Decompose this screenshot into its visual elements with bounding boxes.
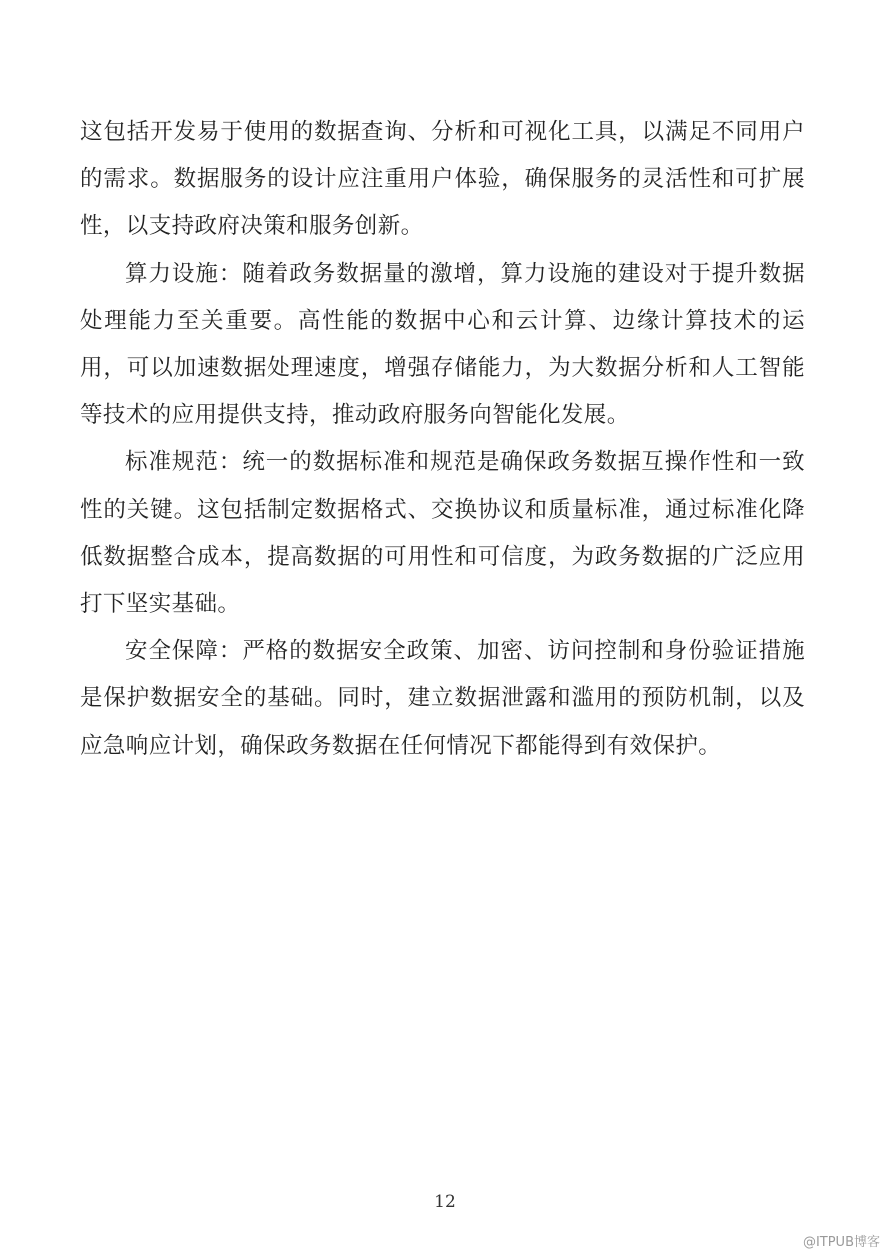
paragraph-computing-facilities: 算力设施：随着政务数据量的激增，算力设施的建设对于提升数据处理能力至关重要。高性能的数据中心和云计算、边缘计算技术的运用，可以加速数据处理速度，增强存储能力，为大数据分析和人工智能等技术的应用提供支持，推动政府服务向智能化发展。 [80, 260, 805, 429]
paragraph-standards: 标准规范：统一的数据标准和规范是确保政务数据互操作性和一致性的关键。这包括制定数据格式、交换协议和质量标准，通过标准化降低数据整合成本，提高数据的可用性和可信度，为政务数据的广泛应用打下坚实基础。 [80, 449, 805, 618]
document-body [80, 109, 805, 770]
watermark: @ITPUB博客 [802, 1235, 880, 1250]
paragraph-security: 安全保障：严格的数据安全政策、加密、访问控制和身份验证措施是保护数据安全的基础。同时，建立数据泄露和滥用的预防机制，以及应急响应计划，确保政务数据在任何情况下都能得到有效保护。 [80, 638, 805, 759]
page-number: 12 [434, 1192, 456, 1212]
paragraph-data-services-continued: 这包括开发易于使用的数据查询、分析和可视化工具，以满足不同用户的需求。数据服务的设计应注重用户体验，确保服务的灵活性和可扩展性，以支持政府决策和服务创新。 [80, 119, 805, 240]
